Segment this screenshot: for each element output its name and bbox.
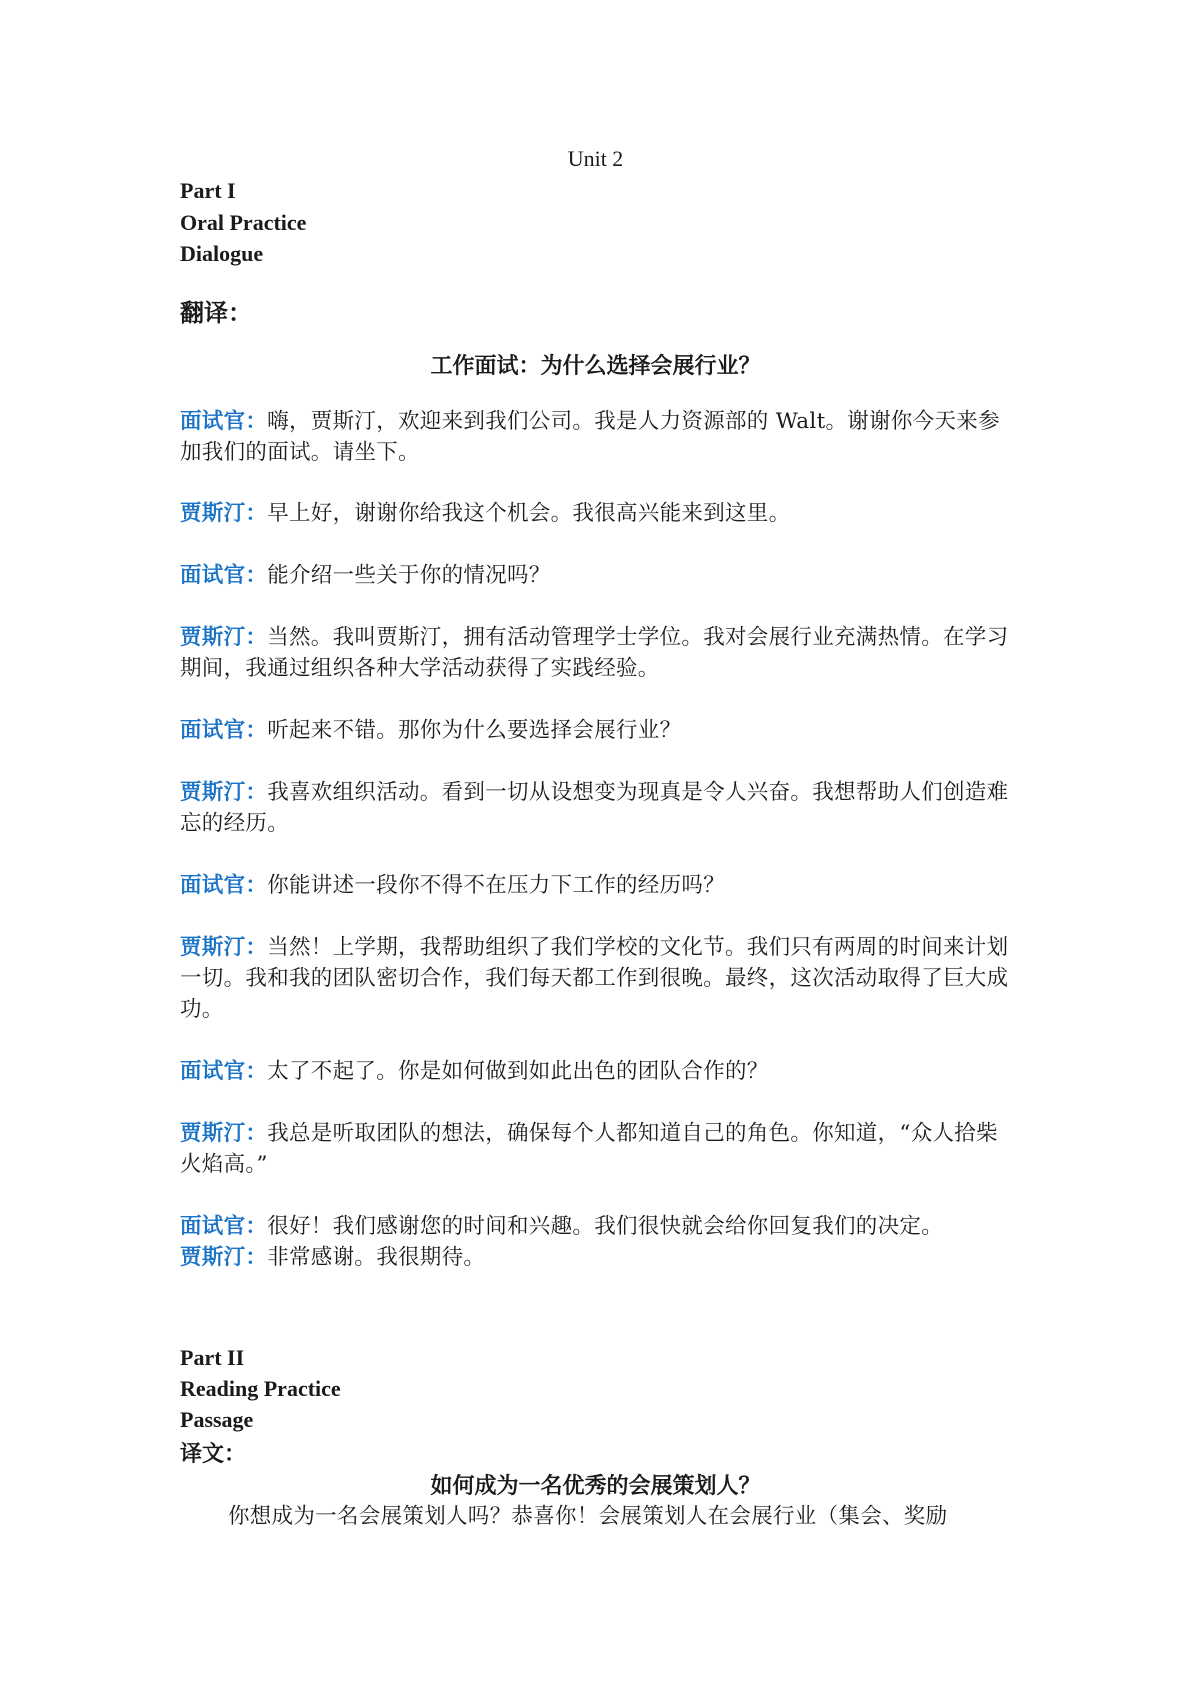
dialogue-line: [180, 498, 1015, 529]
line-text: 听起来不错。那你为什么要选择会展行业？: [267, 718, 682, 743]
dialogue-line: [180, 932, 1015, 1025]
speaker-label: 面试官：: [180, 873, 268, 898]
line-text: 嗨，贾斯汀，欢迎来到我们公司。我是人力资源部的 Walt。谢谢你今天来参加我们的面试。请坐下。: [180, 409, 1000, 465]
type-heading: Dialogue: [180, 241, 264, 266]
line-text: 我总是听取团队的想法，确保每个人都知道自己的角色。你知道，“众人拾柴火焰高。”: [180, 1121, 998, 1177]
speaker-label: 面试官：: [180, 409, 268, 434]
speaker-label: 贾斯汀：: [180, 501, 268, 526]
passage-paragraph: 你想成为一名会展策划人吗？恭喜你！会展策划人在会展行业（集会、奖励: [228, 1504, 948, 1529]
unit-title: Unit 2: [567, 146, 624, 171]
part-heading: Part II: [180, 1345, 245, 1370]
speaker-label: 贾斯汀：: [180, 1245, 268, 1270]
dialogue-line: [180, 870, 1015, 901]
line-text: 早上好，谢谢你给我这个机会。我很高兴能来到这里。: [267, 501, 791, 526]
section-heading: Oral Practice: [180, 210, 307, 235]
line-text: 能介绍一些关于你的情况吗？: [267, 563, 551, 588]
speaker-label: 贾斯汀：: [180, 935, 268, 960]
speaker-label: 贾斯汀：: [180, 625, 268, 650]
line-text: 非常感谢。我很期待。: [267, 1245, 486, 1270]
dialogue-line: [180, 1118, 1015, 1180]
speaker-label: 面试官：: [180, 1214, 268, 1239]
dialogue-line: [180, 560, 1015, 591]
translation-label: 译文：: [180, 1441, 247, 1466]
dialogue-line: [180, 1056, 1015, 1087]
dialogue-line: [180, 1242, 1015, 1273]
part-heading: Part I: [180, 178, 236, 203]
speaker-label: 面试官：: [180, 1059, 268, 1084]
dialogue-title: 工作面试：为什么选择会展行业？: [430, 353, 761, 379]
speaker-label: 贾斯汀：: [180, 1121, 268, 1146]
translation-label: 翻译：: [180, 298, 252, 327]
dialogue-line: [180, 715, 1015, 746]
dialogue-line: [180, 406, 1015, 468]
type-heading: Passage: [180, 1407, 254, 1432]
line-text: 太了不起了。你是如何做到如此出色的团队合作的？: [267, 1059, 769, 1084]
speaker-label: 贾斯汀：: [180, 780, 268, 805]
dialogue-line: [180, 1211, 1015, 1242]
speaker-label: 面试官：: [180, 563, 268, 588]
dialogue-line: [180, 622, 1015, 684]
line-text: 当然！上学期，我帮助组织了我们学校的文化节。我们只有两周的时间来计划一切。我和我的团队密切合作，我们每天都工作到很晚。最终，这次活动取得了巨大成功。: [180, 935, 1009, 1022]
line-text: 我喜欢组织活动。看到一切从设想变为现真是令人兴奋。我想帮助人们创造难忘的经历。: [180, 780, 1009, 836]
passage-title: 如何成为一名优秀的会展策划人？: [430, 1473, 761, 1499]
dialogue-line: [180, 777, 1015, 839]
line-text: 当然。我叫贾斯汀，拥有活动管理学士学位。我对会展行业充满热情。在学习期间，我通过组织各种大学活动获得了实践经验。: [180, 625, 1009, 681]
line-text: 很好！我们感谢您的时间和兴趣。我们很快就会给你回复我们的决定。: [267, 1214, 944, 1239]
speaker-label: 面试官：: [180, 718, 268, 743]
line-text: 你能讲述一段你不得不在压力下工作的经历吗？: [267, 873, 726, 898]
section-heading: Reading Practice: [180, 1376, 341, 1401]
